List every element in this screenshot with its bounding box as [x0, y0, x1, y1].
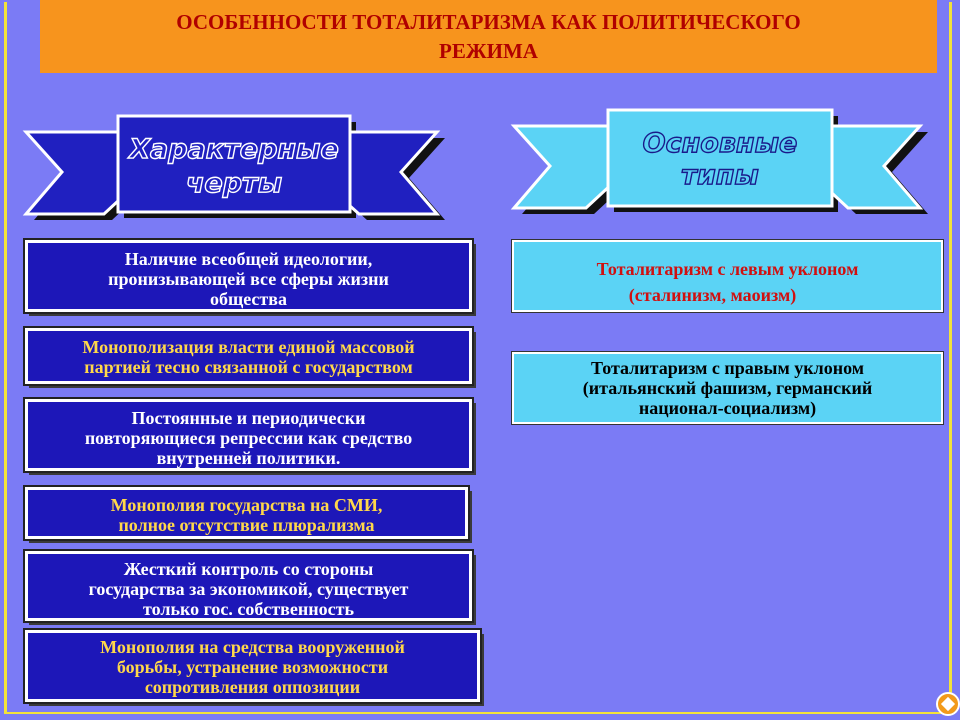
title-line-2: РЕЖИМА — [439, 39, 538, 63]
feature-text: сопротивления оппозиции — [144, 677, 361, 697]
left-banner-line-2: черты — [185, 168, 283, 199]
type-box-right-deviation — [512, 352, 943, 424]
feature-box-armed-monopoly — [25, 630, 480, 702]
feature-text: борьбы, устранение возможности — [116, 657, 389, 677]
feature-box-media-monopoly — [25, 487, 468, 539]
feature-text: полное отсутствие плюрализма — [118, 515, 375, 535]
feature-text: только гос. собственность — [143, 599, 354, 619]
left-ribbon-banner — [22, 116, 447, 224]
feature-text: партией тесно связанной с государством — [84, 357, 413, 377]
feature-text: Постоянные и периодически — [131, 408, 366, 428]
type-text: Тоталитаризм с правым уклоном — [591, 358, 864, 378]
feature-box-economy-control — [25, 551, 472, 621]
feature-box-party-monopoly — [25, 328, 472, 384]
feature-text: повторяющиеся репрессии как средство — [84, 428, 413, 448]
feature-text: Монополия на средства вооруженной — [100, 637, 405, 657]
feature-box-repressions — [25, 399, 472, 471]
feature-text: Наличие всеобщей идеологии, — [124, 249, 373, 269]
type-text: (сталинизм, маоизм) — [628, 285, 797, 305]
right-banner-line-2: типы — [681, 160, 759, 191]
type-box-left-deviation — [512, 240, 943, 312]
feature-text: внутренней политики. — [156, 448, 341, 468]
feature-text: пронизывающей все сферы жизни — [108, 269, 389, 289]
feature-text: общества — [210, 289, 287, 309]
left-banner-line-1: Характерные — [129, 134, 339, 165]
right-ribbon-banner — [510, 110, 930, 218]
right-banner-line-1: Основные — [642, 128, 798, 159]
page-title — [40, 0, 937, 73]
type-text: Тоталитаризм с левым уклоном — [596, 259, 859, 279]
feature-box-ideology — [25, 240, 472, 312]
feature-text: государства за экономикой, существует — [88, 579, 409, 599]
type-text: (итальянский фашизм, германский — [582, 378, 873, 398]
feature-text: Монополизация власти единой массовой — [82, 337, 415, 357]
feature-text: Жесткий контроль со стороны — [123, 559, 374, 579]
nav-diamond-icon[interactable] — [936, 692, 960, 716]
type-text: национал-социализм) — [638, 398, 817, 418]
feature-text: Монополия государства на СМИ, — [110, 495, 383, 515]
title-line-1: ОСОБЕННОСТИ ТОТАЛИТАРИЗМА КАК ПОЛИТИЧЕСКОГО — [176, 10, 801, 34]
